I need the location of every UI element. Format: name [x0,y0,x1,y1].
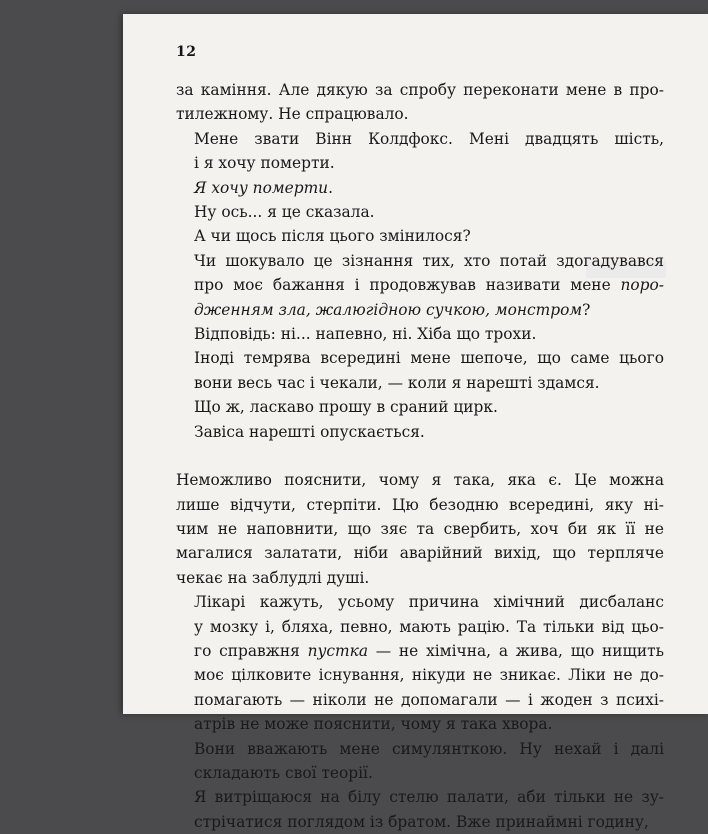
text-run: магалися залатати, ніби аварійний вихід, що терпляче [176,544,664,563]
text-run: Завіса нарешті опускається. [194,422,425,441]
paragraph [176,420,664,444]
text-line [176,468,664,492]
text-line [176,273,664,297]
paragraph [176,737,664,786]
text-run: про моє бажання і продовжував називати мене [194,276,621,295]
text-run: Неможливо пояснити, чому я така, яка є. Це можна [176,471,664,490]
paragraph [176,395,664,419]
text-run: атрів не може пояснити, чому я така хвора. [194,715,553,734]
italic-run: дженням зла, жалюгідною сучкою, монстром [194,300,583,319]
text-line [176,395,664,419]
page-number: 12 [176,44,197,60]
text-run: і я хочу померти. [194,154,335,173]
italic-run: померти [252,178,329,197]
paragraph [176,224,664,248]
text-line [176,566,664,590]
paragraph [176,590,664,736]
text-run: го справжня [194,641,308,660]
paragraph [176,127,664,176]
text-run: стрічатися поглядом із братом. Вже принаймні годину, [194,812,649,831]
text-line [176,78,664,102]
paragraph [176,176,664,200]
text-run: . [328,178,333,197]
text-run: помагають — ніколи не допомагали — і жоден з психі- [194,690,664,709]
text-line [176,224,664,248]
text-line [176,249,664,273]
text-line [176,517,664,541]
paragraph [176,322,664,346]
text-run: Іноді темрява всередині мене шепоче, що саме цього [194,349,664,368]
text-line [176,127,664,151]
text-run: Чи шокувало це зізнання тих, хто потай здогадувався [194,251,664,270]
italic-run: пустка [307,641,368,660]
paragraph [176,785,664,834]
text-line [176,663,664,687]
text-line [176,493,664,517]
text-line [176,761,664,785]
text-line [176,590,664,614]
text-run: — не хімічна, а жива, що нищить [368,641,665,660]
text-run: у мозку і, бляха, певно, мають рацію. Та тільки від цьо- [194,617,664,636]
text-run: вони весь час і чекали, — коли я нарешті здамся. [194,373,600,392]
text-line [176,200,664,224]
text-line [176,176,664,200]
text-run: складають свої теорії. [194,763,373,782]
text-line [176,322,664,346]
text-line [176,420,664,444]
text-run: Відповідь: ні... напевно, ні. Хіба що трохи. [194,325,537,344]
text-line [176,151,664,175]
text-run: за каміння. Але дякую за спробу переконати мене в про- [176,81,664,99]
text-run: Вони вважають мене симулянткою. Ну нехай і далі [194,739,664,758]
text-line [176,346,664,370]
paragraph [176,78,664,127]
text-line [176,615,664,639]
text-run: Мене звати Вінн Колдфокс. Мені двадцять шість, [194,129,664,148]
text-run: тилежному. Не спрацювало. [176,105,409,124]
text-run: чекає на заблудлі душі. [176,568,370,587]
text-line [176,737,664,761]
paragraph [176,346,664,395]
text-run: лише відчути, стерпіти. Цю безодню всередині, яку ні- [176,495,664,514]
text-line [176,298,664,322]
text-line [176,102,664,126]
text-run: Ну ось... я це сказала. [194,203,375,222]
text-run: ? [582,300,591,319]
text-run: чим не наповнити, що зяє та свербить, хоч би як її не [176,519,664,538]
text-line [176,688,664,712]
text-run: моє цілковите існування, нікуди не зникає. Ліки не до- [194,666,664,685]
paragraph [176,249,664,322]
text-line [176,541,664,565]
text-run: Я витріщаюся на білу стелю палати, аби тільки не зу- [194,788,664,807]
text-run: А чи щось після цього змінилося? [194,227,471,246]
text-run: Що ж, ласкаво прошу в сраний цирк. [194,398,498,417]
text-line [176,810,664,834]
italic-run: Я хочу [194,178,253,197]
italic-run: поро- [620,276,664,295]
text-line [176,371,664,395]
book-page [123,14,708,831]
text-line [176,639,664,663]
text-run: Лікарі кажуть, усьому причина хімічний дисбаланс [194,593,664,612]
text-line [176,712,664,736]
text-line [176,785,664,809]
paragraph [176,200,664,224]
body-text [176,78,664,834]
paragraph [176,468,664,590]
